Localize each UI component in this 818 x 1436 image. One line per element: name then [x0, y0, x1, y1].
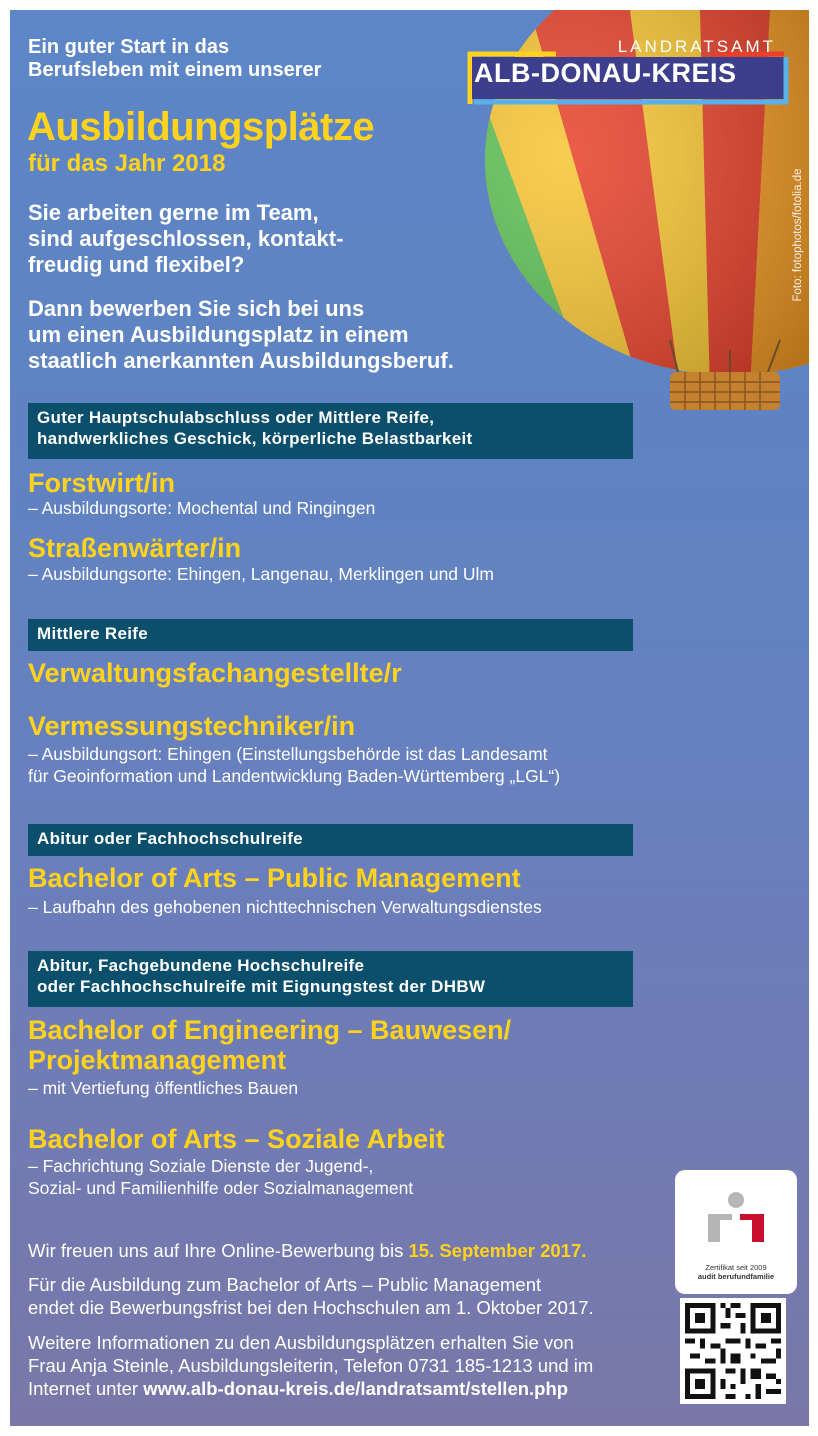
requirement-bar: Abitur, Fachgebundene Hochschulreife oder Fachhochschulreife mit Eignungstest der DHBW — [28, 951, 633, 1007]
contact-text — [28, 1331, 593, 1400]
intro-line-2: Berufsleben mit einem unserer — [28, 59, 322, 81]
question-paragraph: Sie arbeiten gerne im Team, sind aufgeschlossen, kontakt- freudig und flexibel? — [28, 200, 344, 277]
certificate-line-1: Zertifikat seit 2009 — [705, 1263, 767, 1272]
job-detail: – Ausbildungsorte: Mochental und Ringingen — [28, 498, 376, 518]
berufundfamilie-logo-icon — [706, 1190, 766, 1250]
job-detail: – Ausbildungsort: Ehingen (Einstellungsbehörde ist das Landesamt für Geoinformation und Landentwicklung Baden-Württemberg „LGL“) — [28, 744, 561, 786]
requirement-bar: Guter Hauptschulabschluss oder Mittlere Reife, handwerkliches Geschick, körperliche Belastbarkeit — [28, 403, 633, 459]
photo-credit — [788, 145, 808, 325]
job-detail: – Laufbahn des gehobenen nichttechnischen Verwaltungsdienstes — [28, 897, 542, 917]
photo-credit-text: Foto: fotophotos/fotolia.de — [792, 168, 804, 302]
job-detail: – Ausbildungsorte: Ehingen, Langenau, Merklingen und Ulm — [28, 564, 495, 584]
job-title: Bachelor of Engineering – Bauwesen/ Projektmanagement — [28, 1015, 512, 1075]
qr-code[interactable] — [680, 1298, 786, 1404]
intro-line-1: Ein guter Start in das — [28, 36, 230, 58]
apply-paragraph: Dann bewerben Sie sich bei uns um einen Ausbildungsplatz in einem staatlich anerkannten Ausbildungsberuf. — [28, 296, 454, 373]
job-title: Vermessungstechniker/in — [28, 711, 356, 741]
contact-label: Weitere Informationen zu den Ausbildungsplätzen erhalten Sie von Frau Anja Steinle, Ausbildungsleiterin, Telefon 0731 185-1213 und im Internet unter — [28, 1332, 594, 1399]
job-title: Forstwirt/in — [28, 468, 175, 498]
job-title: Verwaltungsfachangestellte/r — [28, 658, 402, 688]
job-title: Straßenwärter/in — [28, 533, 242, 563]
landratsamt-logo — [464, 30, 794, 106]
job-title: Bachelor of Arts – Public Management — [28, 863, 521, 893]
job-detail: – Fachrichtung Soziale Dienste der Jugend-, Sozial- und Familienhilfe oder Sozialmanagement — [28, 1156, 414, 1198]
intro-text — [28, 36, 321, 82]
requirement-bar: Abitur oder Fachhochschulreife — [28, 824, 633, 856]
deadline-text — [28, 1239, 586, 1262]
deadline-label: Wir freuen uns auf Ihre Online-Bewerbung bis — [28, 1240, 409, 1261]
requirement-bar: Mittlere Reife — [28, 619, 633, 651]
certificate-line-2: audit berufundfamilie — [697, 1272, 775, 1281]
ba-deadline-note: Für die Ausbildung zum Bachelor of Arts – Public Management endet die Bewerbungsfrist bei den Hochschulen am 1. Oktober 2017. — [28, 1274, 594, 1318]
job-detail: – mit Vertiefung öffentliches Bauen — [28, 1078, 299, 1098]
deadline-date: 15. September 2017. — [408, 1240, 587, 1261]
headline: Ausbildungsplätze — [27, 105, 375, 149]
career-url-link[interactable]: www.alb-donau-kreis.de/landratsamt/stellen.php — [143, 1378, 569, 1399]
qr-code-icon — [680, 1298, 786, 1404]
logo-top-text: LANDRATSAMT — [617, 37, 776, 56]
advertisement — [10, 10, 809, 1426]
logo-main-text: ALB-DONAU-KREIS — [474, 58, 737, 88]
subheadline: für das Jahr 2018 — [28, 150, 226, 177]
balloon-basket — [670, 372, 780, 410]
audit-certificate-badge — [675, 1170, 797, 1294]
job-title: Bachelor of Arts – Soziale Arbeit — [28, 1124, 445, 1154]
